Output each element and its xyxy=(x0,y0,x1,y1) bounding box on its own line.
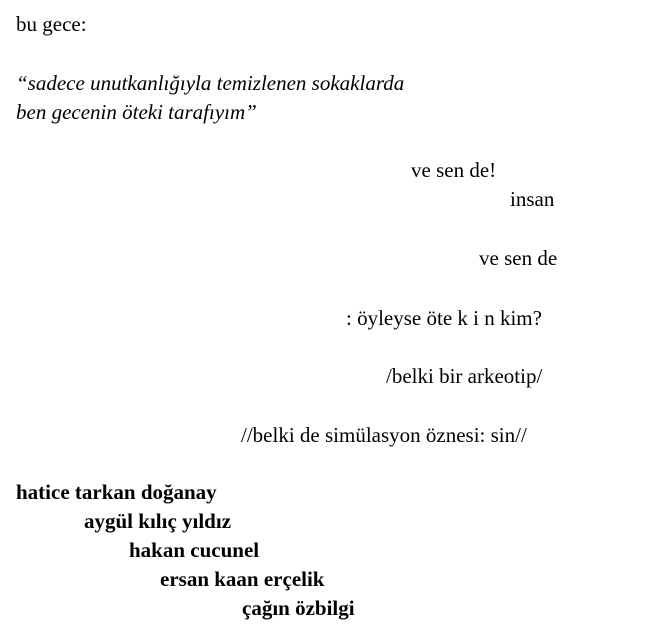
verse-line-2: insan xyxy=(510,187,555,211)
verse-line-1: ve sen de! xyxy=(411,158,497,182)
verse-line-3: ve sen de xyxy=(479,246,558,270)
poem-heading: bu gece: xyxy=(16,12,87,36)
verse-line-6: //belki de simülasyon öznesi: sin// xyxy=(241,423,527,447)
verse-line-4: : öyleyse öte k i n kim? xyxy=(346,306,542,330)
quote-line-1: “sadece unutkanlığıyla temizlenen sokaklarda xyxy=(16,71,405,95)
author-name: ersan kaan erçelik xyxy=(160,567,325,591)
author-name: hakan cucunel xyxy=(129,538,260,562)
verse-line-5: /belki bir arkeotip/ xyxy=(386,364,543,388)
author-name: aygül kılıç yıldız xyxy=(84,509,232,533)
quote-line-2: ben gecenin öteki tarafıyım” xyxy=(16,100,257,124)
author-name: çağın özbilgi xyxy=(242,596,355,620)
author-name: hatice tarkan doğanay xyxy=(16,480,217,504)
